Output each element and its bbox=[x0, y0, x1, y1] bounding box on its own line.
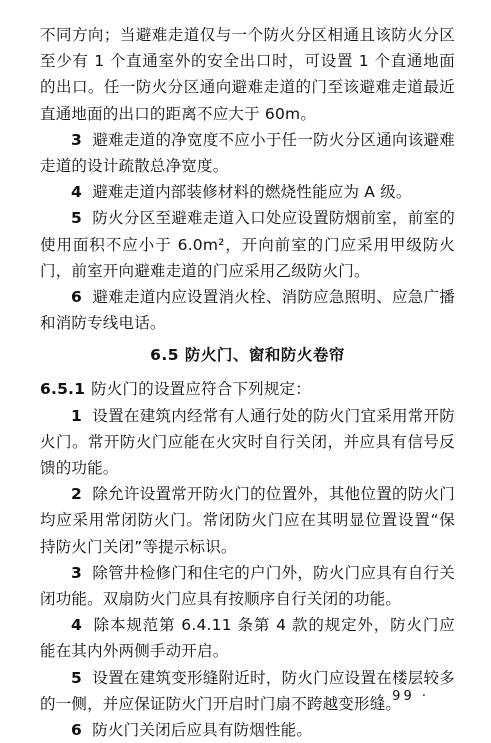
section-title: 6.5 防火门、窗和防火卷帘 bbox=[150, 346, 345, 365]
item-number: 5 bbox=[71, 668, 82, 687]
list-item-4b bbox=[40, 612, 455, 664]
list-item-1 bbox=[40, 403, 455, 482]
item-number: 2 bbox=[71, 485, 82, 504]
item-number: 4 bbox=[71, 616, 82, 635]
continued-paragraph: 不同方向；当避难走道仅与一个防火分区相通且该防火分区至少有 1 个直通室外的安全出口时，可设置 1 个直通地面的出口。任一防火分区通向避难走道的门至该避难走道最近直通地面的出口的距离不应大于 60m。 bbox=[40, 26, 455, 123]
list-item-3b bbox=[40, 560, 455, 612]
item-text: 防火分区至避难走道入口处应设置防烟前室，前室的使用面积不应小于 6.0m²，开向前室的门应采用甲级防火门，前室开向避难走道的门应采用乙级防火门。 bbox=[40, 209, 455, 280]
list-item-4 bbox=[40, 179, 455, 205]
item-text: 防火门关闭后应具有防烟性能。 bbox=[92, 721, 313, 740]
list-item-2 bbox=[40, 481, 455, 560]
item-number: 6 bbox=[71, 288, 82, 307]
item-number: 3 bbox=[71, 130, 82, 149]
item-text: 除管井检修门和住宅的户门外，防火门应具有自行关闭功能。双扇防火门应具有按顺序自行关闭的功能。 bbox=[40, 563, 455, 609]
clause-number: 6.5.1 bbox=[40, 380, 86, 399]
item-text: 设置在建筑内经常有人通行处的防火门宜采用常开防火门。常开防火门应能在火灾时自行关闭，并应具有信号反馈的功能。 bbox=[40, 406, 455, 478]
item-text: 避难走道的净宽度不应小于任一防火分区通向该避难走道的设计疏散总净宽度。 bbox=[40, 130, 455, 176]
item-text: 避难走道内部装修材料的燃烧性能应为 A 级。 bbox=[92, 183, 412, 202]
item-text: 设置在建筑变形缝附近时，防火门应设置在楼层较多的一侧，并应保证防火门开启时门扇不跨越变形缝。 bbox=[40, 668, 455, 713]
item-number: 1 bbox=[71, 406, 82, 425]
clause-6-5-1 bbox=[40, 376, 455, 402]
list-item-3 bbox=[40, 127, 455, 179]
item-number: 6 bbox=[71, 721, 82, 740]
item-number: 3 bbox=[71, 563, 82, 582]
item-text: 除本规范第 6.4.11 条第 4 款的规定外，防火门应能在其内外两侧手动开启。 bbox=[40, 616, 455, 661]
page-number: · 99 · bbox=[377, 689, 429, 704]
list-item-6 bbox=[40, 284, 455, 336]
clause-text: 防火门的设置应符合下列规定： bbox=[91, 380, 311, 399]
item-number: 5 bbox=[71, 209, 82, 228]
item-text: 避难走道内应设置消火栓、消防应急照明、应急广播和消防专线电话。 bbox=[40, 288, 455, 333]
item-text: 除允许设置常开防火门的位置外，其他位置的防火门均应采用常闭防火门。常闭防火门应在其明显位置设置“保持防火门关闭”等提示标识。 bbox=[40, 485, 455, 556]
item-number: 4 bbox=[71, 183, 82, 202]
list-item-6b bbox=[40, 717, 455, 743]
list-item-5 bbox=[40, 205, 455, 284]
